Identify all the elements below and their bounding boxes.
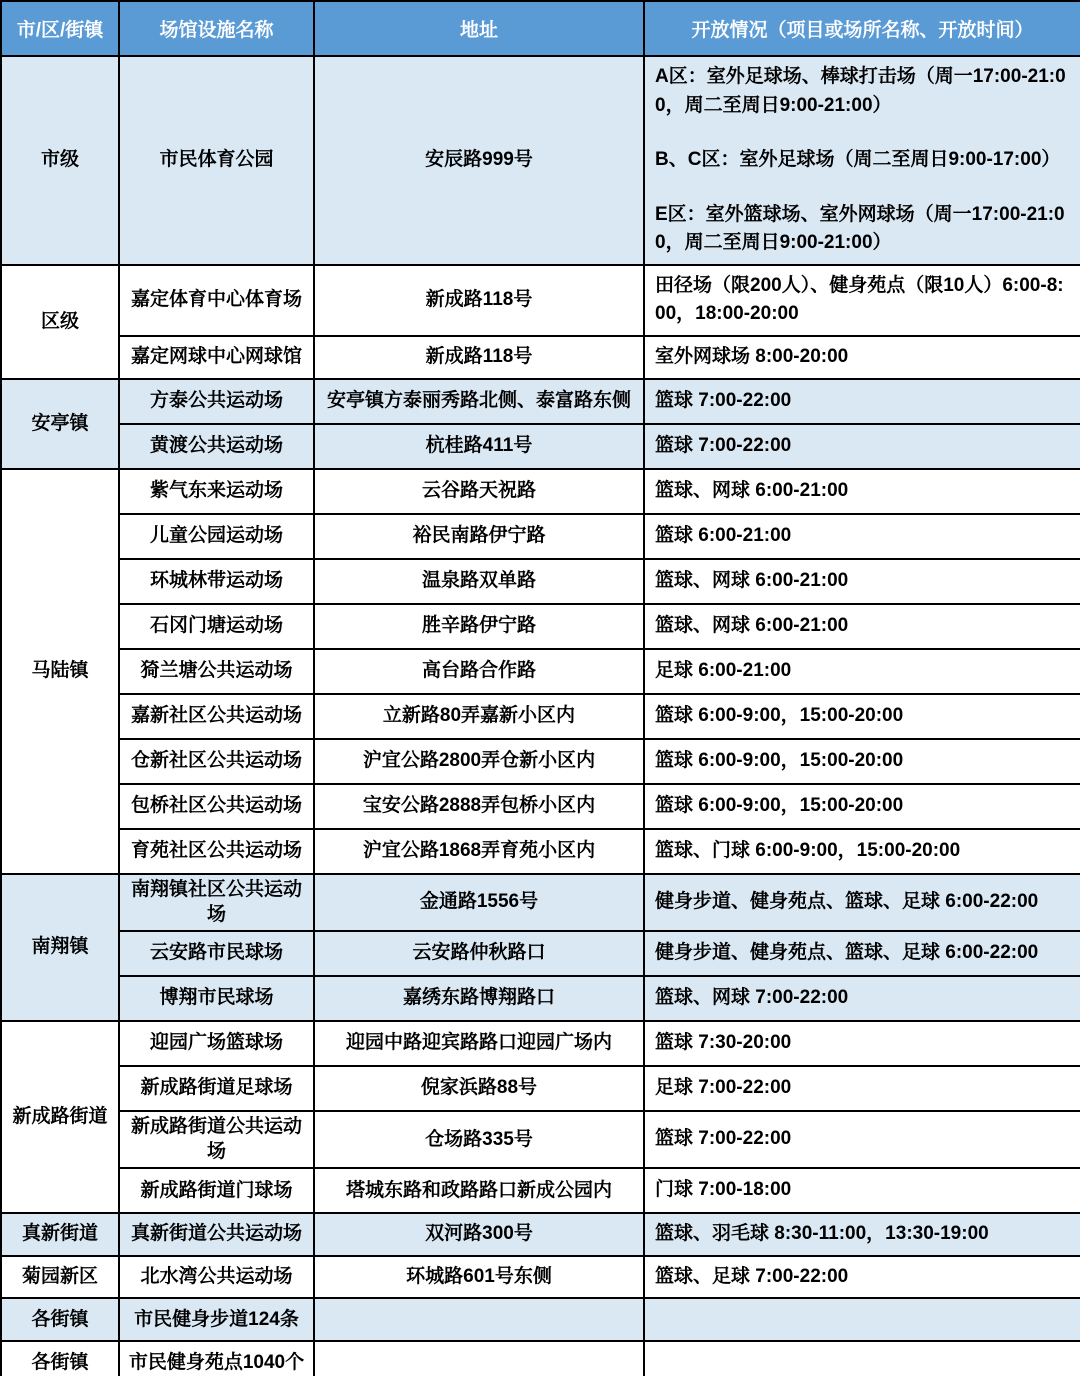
opening-cell (644, 931, 1080, 976)
table-row (1, 739, 1080, 784)
opening-cell (644, 829, 1080, 874)
opening-paragraph: 门球 7:00-18:00 (655, 1179, 792, 1201)
table-row (1, 649, 1080, 694)
table-row (1, 514, 1080, 559)
opening-cell (644, 1298, 1080, 1341)
opening-paragraph: 篮球 6:00-21:00 (655, 524, 792, 546)
opening-cell (644, 424, 1080, 469)
opening-cell (644, 1111, 1080, 1168)
address-cell: 宝安公路2888弄包桥小区内 (314, 784, 644, 829)
table-row (1, 1168, 1080, 1213)
header-row (1, 1, 1080, 56)
opening-paragraph: 篮球、羽毛球 8:30-11:00，13:30-19:00 (655, 1223, 989, 1245)
opening-paragraph: 篮球、网球 7:00-22:00 (655, 987, 849, 1009)
opening-paragraph: 篮球 6:00-9:00，15:00-20:00 (655, 794, 904, 816)
venue-cell: 石冈门塘运动场 (119, 604, 314, 649)
venue-cell: 新成路街道公共运动场 (119, 1111, 314, 1168)
address-cell: 金通路1556号 (314, 874, 644, 931)
venue-cell: 育苑社区公共运动场 (119, 829, 314, 874)
opening-paragraph: 篮球、门球 6:00-9:00，15:00-20:00 (655, 839, 961, 861)
venue-cell: 北水湾公共运动场 (119, 1256, 314, 1299)
venue-cell: 南翔镇社区公共运动场 (119, 874, 314, 931)
table-row (1, 694, 1080, 739)
venue-cell: 猗兰塘公共运动场 (119, 649, 314, 694)
address-cell: 立新路80弄嘉新小区内 (314, 694, 644, 739)
address-cell: 胜辛路伊宁路 (314, 604, 644, 649)
venue-cell: 仓新社区公共运动场 (119, 739, 314, 784)
table-row (1, 1341, 1080, 1376)
venue-cell: 云安路市民球场 (119, 931, 314, 976)
opening-cell (644, 56, 1080, 265)
region-cell: 各街镇 (1, 1341, 119, 1376)
region-cell: 区级 (1, 265, 119, 379)
opening-cell (644, 469, 1080, 514)
address-cell: 迎园中路迎宾路路口迎园广场内 (314, 1021, 644, 1066)
venue-cell: 嘉定网球中心网球馆 (119, 336, 314, 379)
venue-cell: 方泰公共运动场 (119, 379, 314, 424)
address-cell: 云谷路天祝路 (314, 469, 644, 514)
address-cell: 塔城东路和政路路口新成公园内 (314, 1168, 644, 1213)
table-row (1, 424, 1080, 469)
opening-cell (644, 784, 1080, 829)
opening-paragraph: 篮球 7:00-22:00 (655, 434, 792, 456)
opening-paragraph: 足球 6:00-21:00 (655, 659, 792, 681)
opening-cell (644, 1256, 1080, 1299)
address-cell: 安辰路999号 (314, 56, 644, 265)
opening-paragraph: 篮球 7:00-22:00 (655, 1128, 792, 1150)
opening-paragraph: 篮球 6:00-9:00，15:00-20:00 (655, 749, 904, 771)
opening-paragraph: 健身步道、健身苑点、篮球、足球 6:00-22:00 (655, 942, 1039, 964)
opening-paragraph: 篮球、网球 6:00-21:00 (655, 614, 849, 636)
opening-cell (644, 1213, 1080, 1256)
address-cell: 双河路300号 (314, 1213, 644, 1256)
table-row (1, 1298, 1080, 1341)
venue-cell: 新成路街道足球场 (119, 1066, 314, 1111)
table-row (1, 1111, 1080, 1168)
venue-cell: 黄渡公共运动场 (119, 424, 314, 469)
region-cell: 市级 (1, 56, 119, 265)
venue-cell: 紫气东来运动场 (119, 469, 314, 514)
opening-paragraph: 篮球、网球 6:00-21:00 (655, 569, 849, 591)
venue-cell: 迎园广场篮球场 (119, 1021, 314, 1066)
table-row (1, 379, 1080, 424)
region-cell: 南翔镇 (1, 874, 119, 1021)
table-row (1, 1066, 1080, 1111)
address-cell: 沪宜公路2800弄仓新小区内 (314, 739, 644, 784)
opening-cell (644, 1168, 1080, 1213)
address-cell: 沪宜公路1868弄育苑小区内 (314, 829, 644, 874)
opening-paragraph: A区：室外足球场、棒球打击场（周一17:00-21:00，周二至周日9:00-21:00） (655, 66, 1066, 116)
opening-cell (644, 1021, 1080, 1066)
opening-cell (644, 694, 1080, 739)
table-row (1, 976, 1080, 1021)
opening-paragraph: 足球 7:00-22:00 (655, 1077, 792, 1099)
opening-cell (644, 1066, 1080, 1111)
address-cell: 新成路118号 (314, 336, 644, 379)
table-row (1, 874, 1080, 931)
venue-cell: 嘉新社区公共运动场 (119, 694, 314, 739)
address-cell: 安亭镇方泰丽秀路北侧、泰富路东侧 (314, 379, 644, 424)
table-row (1, 469, 1080, 514)
region-cell: 各街镇 (1, 1298, 119, 1341)
venue-cell: 市民体育公园 (119, 56, 314, 265)
address-cell: 新成路118号 (314, 265, 644, 336)
table-row (1, 265, 1080, 336)
venue-cell: 环城林带运动场 (119, 559, 314, 604)
address-cell: 裕民南路伊宁路 (314, 514, 644, 559)
table-row (1, 604, 1080, 649)
opening-paragraph: 篮球 7:30-20:00 (655, 1032, 792, 1054)
region-cell: 安亭镇 (1, 379, 119, 469)
venue-cell: 真新街道公共运动场 (119, 1213, 314, 1256)
opening-paragraph: 田径场（限200人）、健身苑点（限10人）6:00-8:00，18:00-20:00 (655, 274, 1064, 324)
opening-cell (644, 514, 1080, 559)
opening-cell (644, 1341, 1080, 1376)
opening-cell (644, 336, 1080, 379)
opening-cell (644, 739, 1080, 784)
address-cell: 温泉路双单路 (314, 559, 644, 604)
venue-cell: 儿童公园运动场 (119, 514, 314, 559)
table-row (1, 784, 1080, 829)
opening-paragraph: E区：室外篮球场、室外网球场（周一17:00-21:00，周二至周日9:00-21:00） (655, 203, 1065, 253)
address-cell (314, 1298, 644, 1341)
opening-cell (644, 874, 1080, 931)
header-cell-opening: 开放情况（项目或场所名称、开放时间） (644, 1, 1080, 56)
table-row (1, 56, 1080, 265)
table-row (1, 559, 1080, 604)
address-cell: 云安路仲秋路口 (314, 931, 644, 976)
header-cell-address: 地址 (314, 1, 644, 56)
table-row (1, 829, 1080, 874)
venue-cell: 嘉定体育中心体育场 (119, 265, 314, 336)
address-cell: 倪家浜路88号 (314, 1066, 644, 1111)
opening-paragraph: 篮球 7:00-22:00 (655, 389, 792, 411)
opening-cell (644, 379, 1080, 424)
address-cell: 高台路合作路 (314, 649, 644, 694)
region-cell: 新成路街道 (1, 1021, 119, 1213)
opening-cell (644, 559, 1080, 604)
venue-cell: 包桥社区公共运动场 (119, 784, 314, 829)
opening-cell (644, 604, 1080, 649)
opening-cell (644, 976, 1080, 1021)
region-cell: 真新街道 (1, 1213, 119, 1256)
address-cell: 环城路601号东侧 (314, 1256, 644, 1299)
region-cell: 菊园新区 (1, 1256, 119, 1299)
venue-cell: 博翔市民球场 (119, 976, 314, 1021)
opening-paragraph: 室外网球场 8:00-20:00 (655, 345, 849, 367)
venue-cell: 新成路街道门球场 (119, 1168, 314, 1213)
table-row (1, 1213, 1080, 1256)
region-cell: 马陆镇 (1, 469, 119, 874)
table-row (1, 1021, 1080, 1066)
address-cell (314, 1341, 644, 1376)
address-cell: 杭桂路411号 (314, 424, 644, 469)
header-cell-region: 市/区/街镇 (1, 1, 119, 56)
venue-cell: 市民健身步道124条 (119, 1298, 314, 1341)
opening-cell (644, 265, 1080, 336)
header-cell-venue: 场馆设施名称 (119, 1, 314, 56)
address-cell: 仓场路335号 (314, 1111, 644, 1168)
opening-paragraph: 健身步道、健身苑点、篮球、足球 6:00-22:00 (655, 890, 1039, 912)
table-row (1, 1256, 1080, 1299)
opening-paragraph: B、C区：室外足球场（周二至周日9:00-17:00） (655, 149, 1061, 170)
table-row (1, 336, 1080, 379)
opening-paragraph: 篮球、网球 6:00-21:00 (655, 479, 849, 501)
venue-cell: 市民健身苑点1040个 (119, 1341, 314, 1376)
opening-cell (644, 649, 1080, 694)
opening-paragraph: 篮球、足球 7:00-22:00 (655, 1265, 849, 1287)
table-row (1, 931, 1080, 976)
address-cell: 嘉绣东路博翔路口 (314, 976, 644, 1021)
opening-paragraph: 篮球 6:00-9:00，15:00-20:00 (655, 704, 904, 726)
